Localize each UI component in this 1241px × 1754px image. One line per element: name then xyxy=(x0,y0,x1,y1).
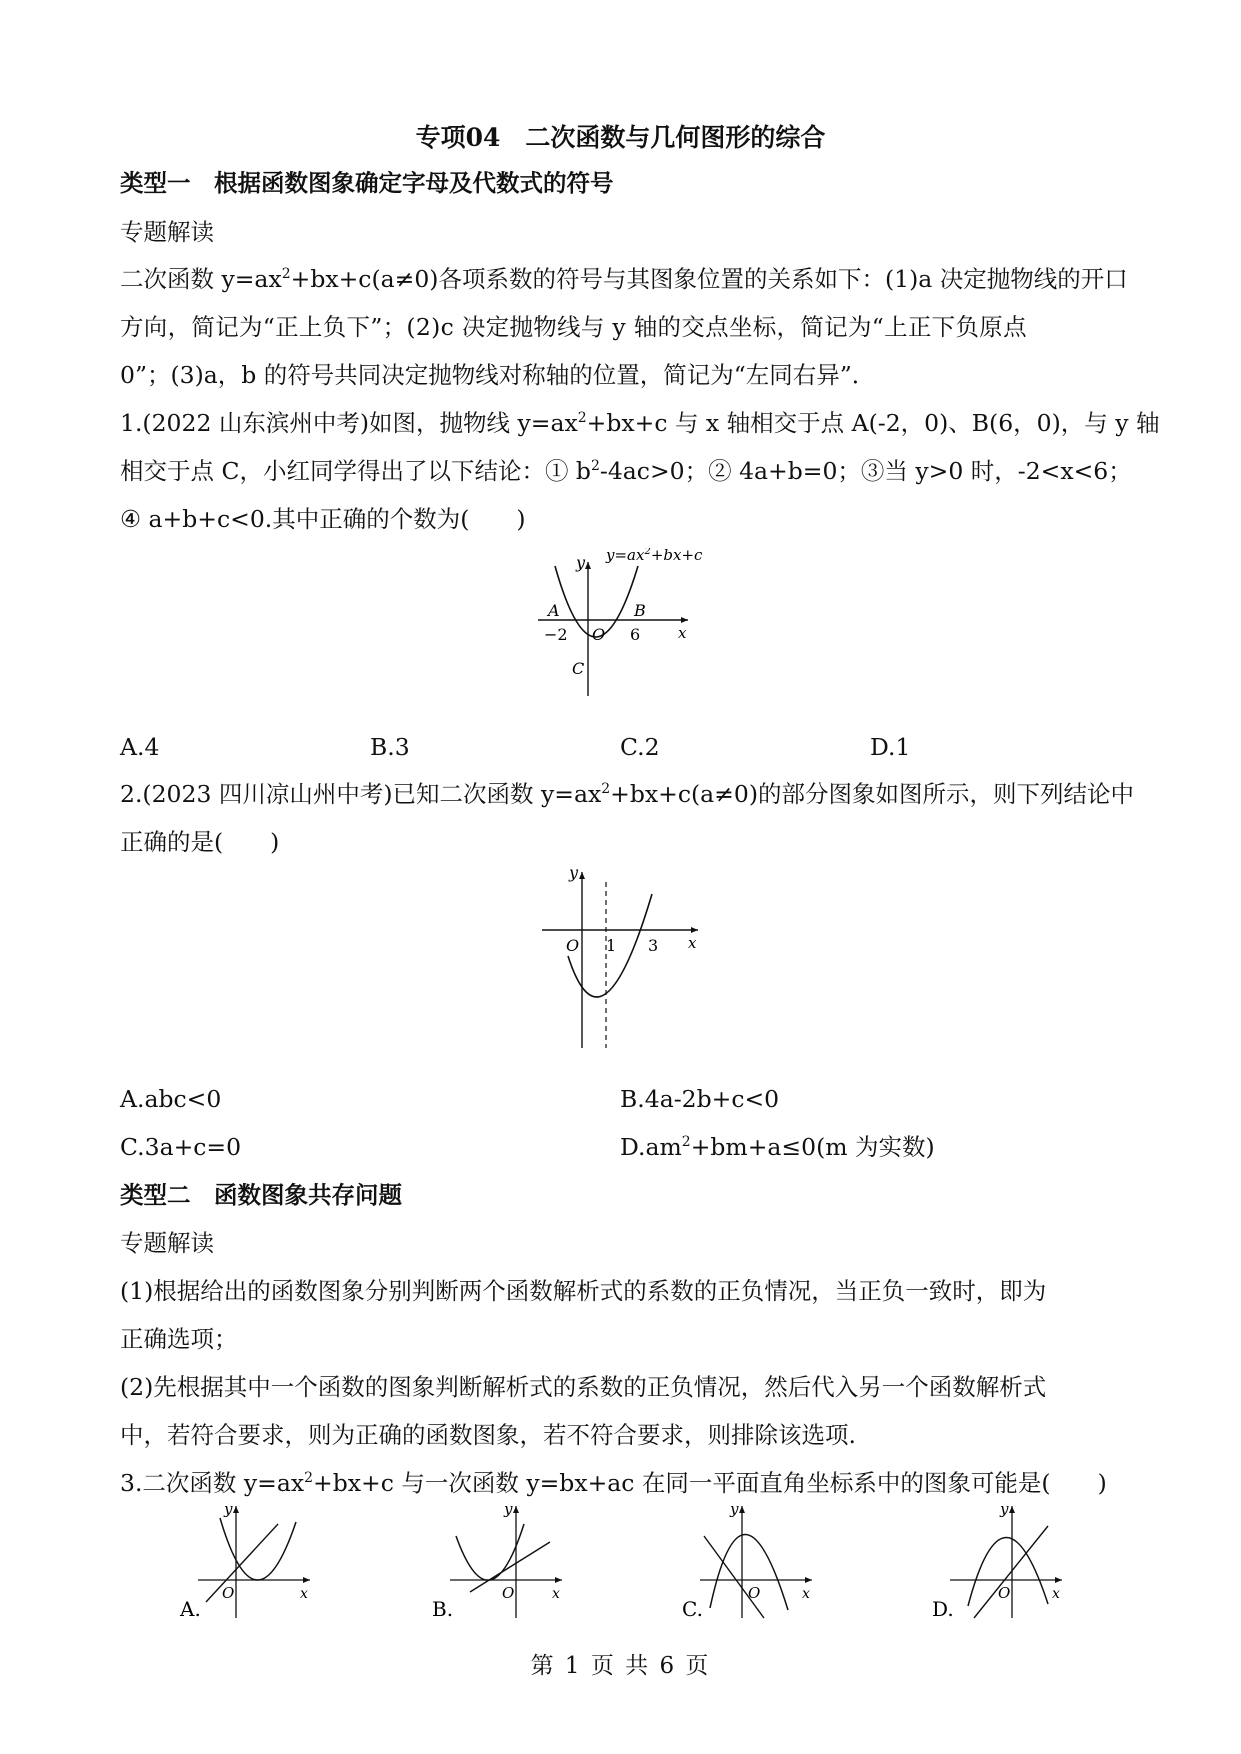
question-1-line: ④ a+b+c<0.其中正确的个数为( ) xyxy=(120,505,526,533)
q3-graph-c xyxy=(680,1500,830,1620)
axis-label-x: x xyxy=(678,624,687,642)
text-run: 二次函数 $y=ax^2+bx+c(a\ne 0)$各项系数的符号与其图象位置的关系如下：(1)a 决定抛物线的开口 xyxy=(120,265,1128,293)
origin-label: O xyxy=(592,625,606,644)
axis-label-x: x xyxy=(300,1586,308,1602)
axis-label-y: y xyxy=(569,863,579,882)
question-1-line: 相交于点 C，小红同学得出了以下结论：① $b^2-4ac>0$；② 4a+b=0；③当 y>0 时，-2<x<6； xyxy=(120,457,1132,485)
question-1-figure xyxy=(530,548,730,698)
axis-label-x: x xyxy=(552,1586,560,1602)
page-footer: 第 1 页 共 6 页 xyxy=(530,1653,711,1679)
paragraph-line: (2)先根据其中一个函数的图象判断解析式的系数的正负情况，然后代入另一个函数解析式 xyxy=(120,1373,1047,1401)
section-heading-type2: 类型二 函数图象共存问题 xyxy=(120,1181,402,1209)
axis-label-y: y xyxy=(576,553,586,572)
curve-equation: $y=ax^2+bx+c$ xyxy=(606,548,703,564)
question-1-line: 1.(2022 山东滨州中考)如图，抛物线 $y=ax^2+bx+c$ 与 x 轴相交于点 A(-2，0)、B(6，0)，与 y 轴 xyxy=(120,409,1160,437)
point-label-b: B xyxy=(634,601,646,620)
axis-label-x: x xyxy=(1052,1586,1060,1602)
tick-label-1: 1 xyxy=(606,936,617,955)
axis-label-y: y xyxy=(730,1500,739,1518)
paragraph-line xyxy=(120,262,1130,296)
axis-label-y: y xyxy=(1000,1500,1009,1518)
paragraph-line: 方向，简记为“正上负下”；(2)c 决定抛物线与 y 轴的交点坐标，简记为“上正下负原点 xyxy=(120,313,1027,341)
paragraph-line: 正确选项； xyxy=(120,1325,238,1353)
question-2-line: 正确的是( ) xyxy=(120,828,280,856)
paragraph-line: 中，若符合要求，则为正确的函数图象，若不符合要求，则排除该选项. xyxy=(120,1421,856,1449)
q3-graph-d xyxy=(930,1500,1080,1620)
tick-label-3: 3 xyxy=(648,936,659,955)
tick-label-6: 6 xyxy=(630,625,641,644)
paragraph-line: (1)根据给出的函数图象分别判断两个函数解析式的系数的正负情况，当正负一致时，即为 xyxy=(120,1277,1047,1305)
origin-label: O xyxy=(998,1584,1011,1602)
option-c: C.2 xyxy=(620,733,660,761)
paragraph-line: 0”；(3)a，b 的符号共同决定抛物线对称轴的位置，简记为“左同右异”． xyxy=(120,361,876,389)
page-title: 专项04 二次函数与几何图形的综合 xyxy=(415,123,826,152)
point-label-a: A xyxy=(548,601,560,620)
option-d: D.1 xyxy=(870,733,911,761)
origin-label: O xyxy=(502,1584,515,1602)
option-d: $D.am^2+bm+a\le 0(m$ 为实数) xyxy=(620,1133,935,1161)
origin-label: O xyxy=(566,936,580,955)
option-a: A.abc<0 xyxy=(120,1085,222,1113)
graph-option-label: A. xyxy=(180,1597,201,1620)
question-2-line: 2.(2023 四川凉山州中考)已知二次函数 $y=ax^2+bx+c(a\ne 0)$的部分图象如图所示，则下列结论中 xyxy=(120,780,1134,808)
question-2-figure xyxy=(540,862,710,1052)
section-intro-label: 专题解读 xyxy=(120,1229,214,1257)
option-b: B.4a-2b+c<0 xyxy=(620,1085,780,1113)
tick-label-neg2: −2 xyxy=(544,625,568,644)
origin-label: O xyxy=(748,1584,761,1602)
section-heading-type1: 类型一 根据函数图象确定字母及代数式的符号 xyxy=(120,169,614,197)
axis-label-y: y xyxy=(224,1500,233,1518)
option-b: B.3 xyxy=(370,733,410,761)
graph-option-label: B. xyxy=(432,1597,454,1620)
option-c: C.3a+c=0 xyxy=(120,1133,242,1161)
q3-graph-a xyxy=(178,1500,328,1620)
graph-option-label: D. xyxy=(932,1597,954,1620)
graph-option-label: C. xyxy=(682,1597,703,1620)
option-a: A.4 xyxy=(120,733,160,761)
axis-label-x: x xyxy=(688,934,697,952)
point-label-c: C xyxy=(572,659,585,678)
question-3-line: 3.二次函数 $y=ax^2+bx+c$ 与一次函数 y=bx+ac 在同一平面直角坐标系中的图象可能是( ) xyxy=(120,1469,1107,1497)
axis-label-y: y xyxy=(504,1500,513,1518)
origin-label: O xyxy=(222,1584,235,1602)
axis-label-x: x xyxy=(802,1586,810,1602)
q3-graph-b xyxy=(430,1500,580,1620)
section-intro-label: 专题解读 xyxy=(120,218,214,246)
